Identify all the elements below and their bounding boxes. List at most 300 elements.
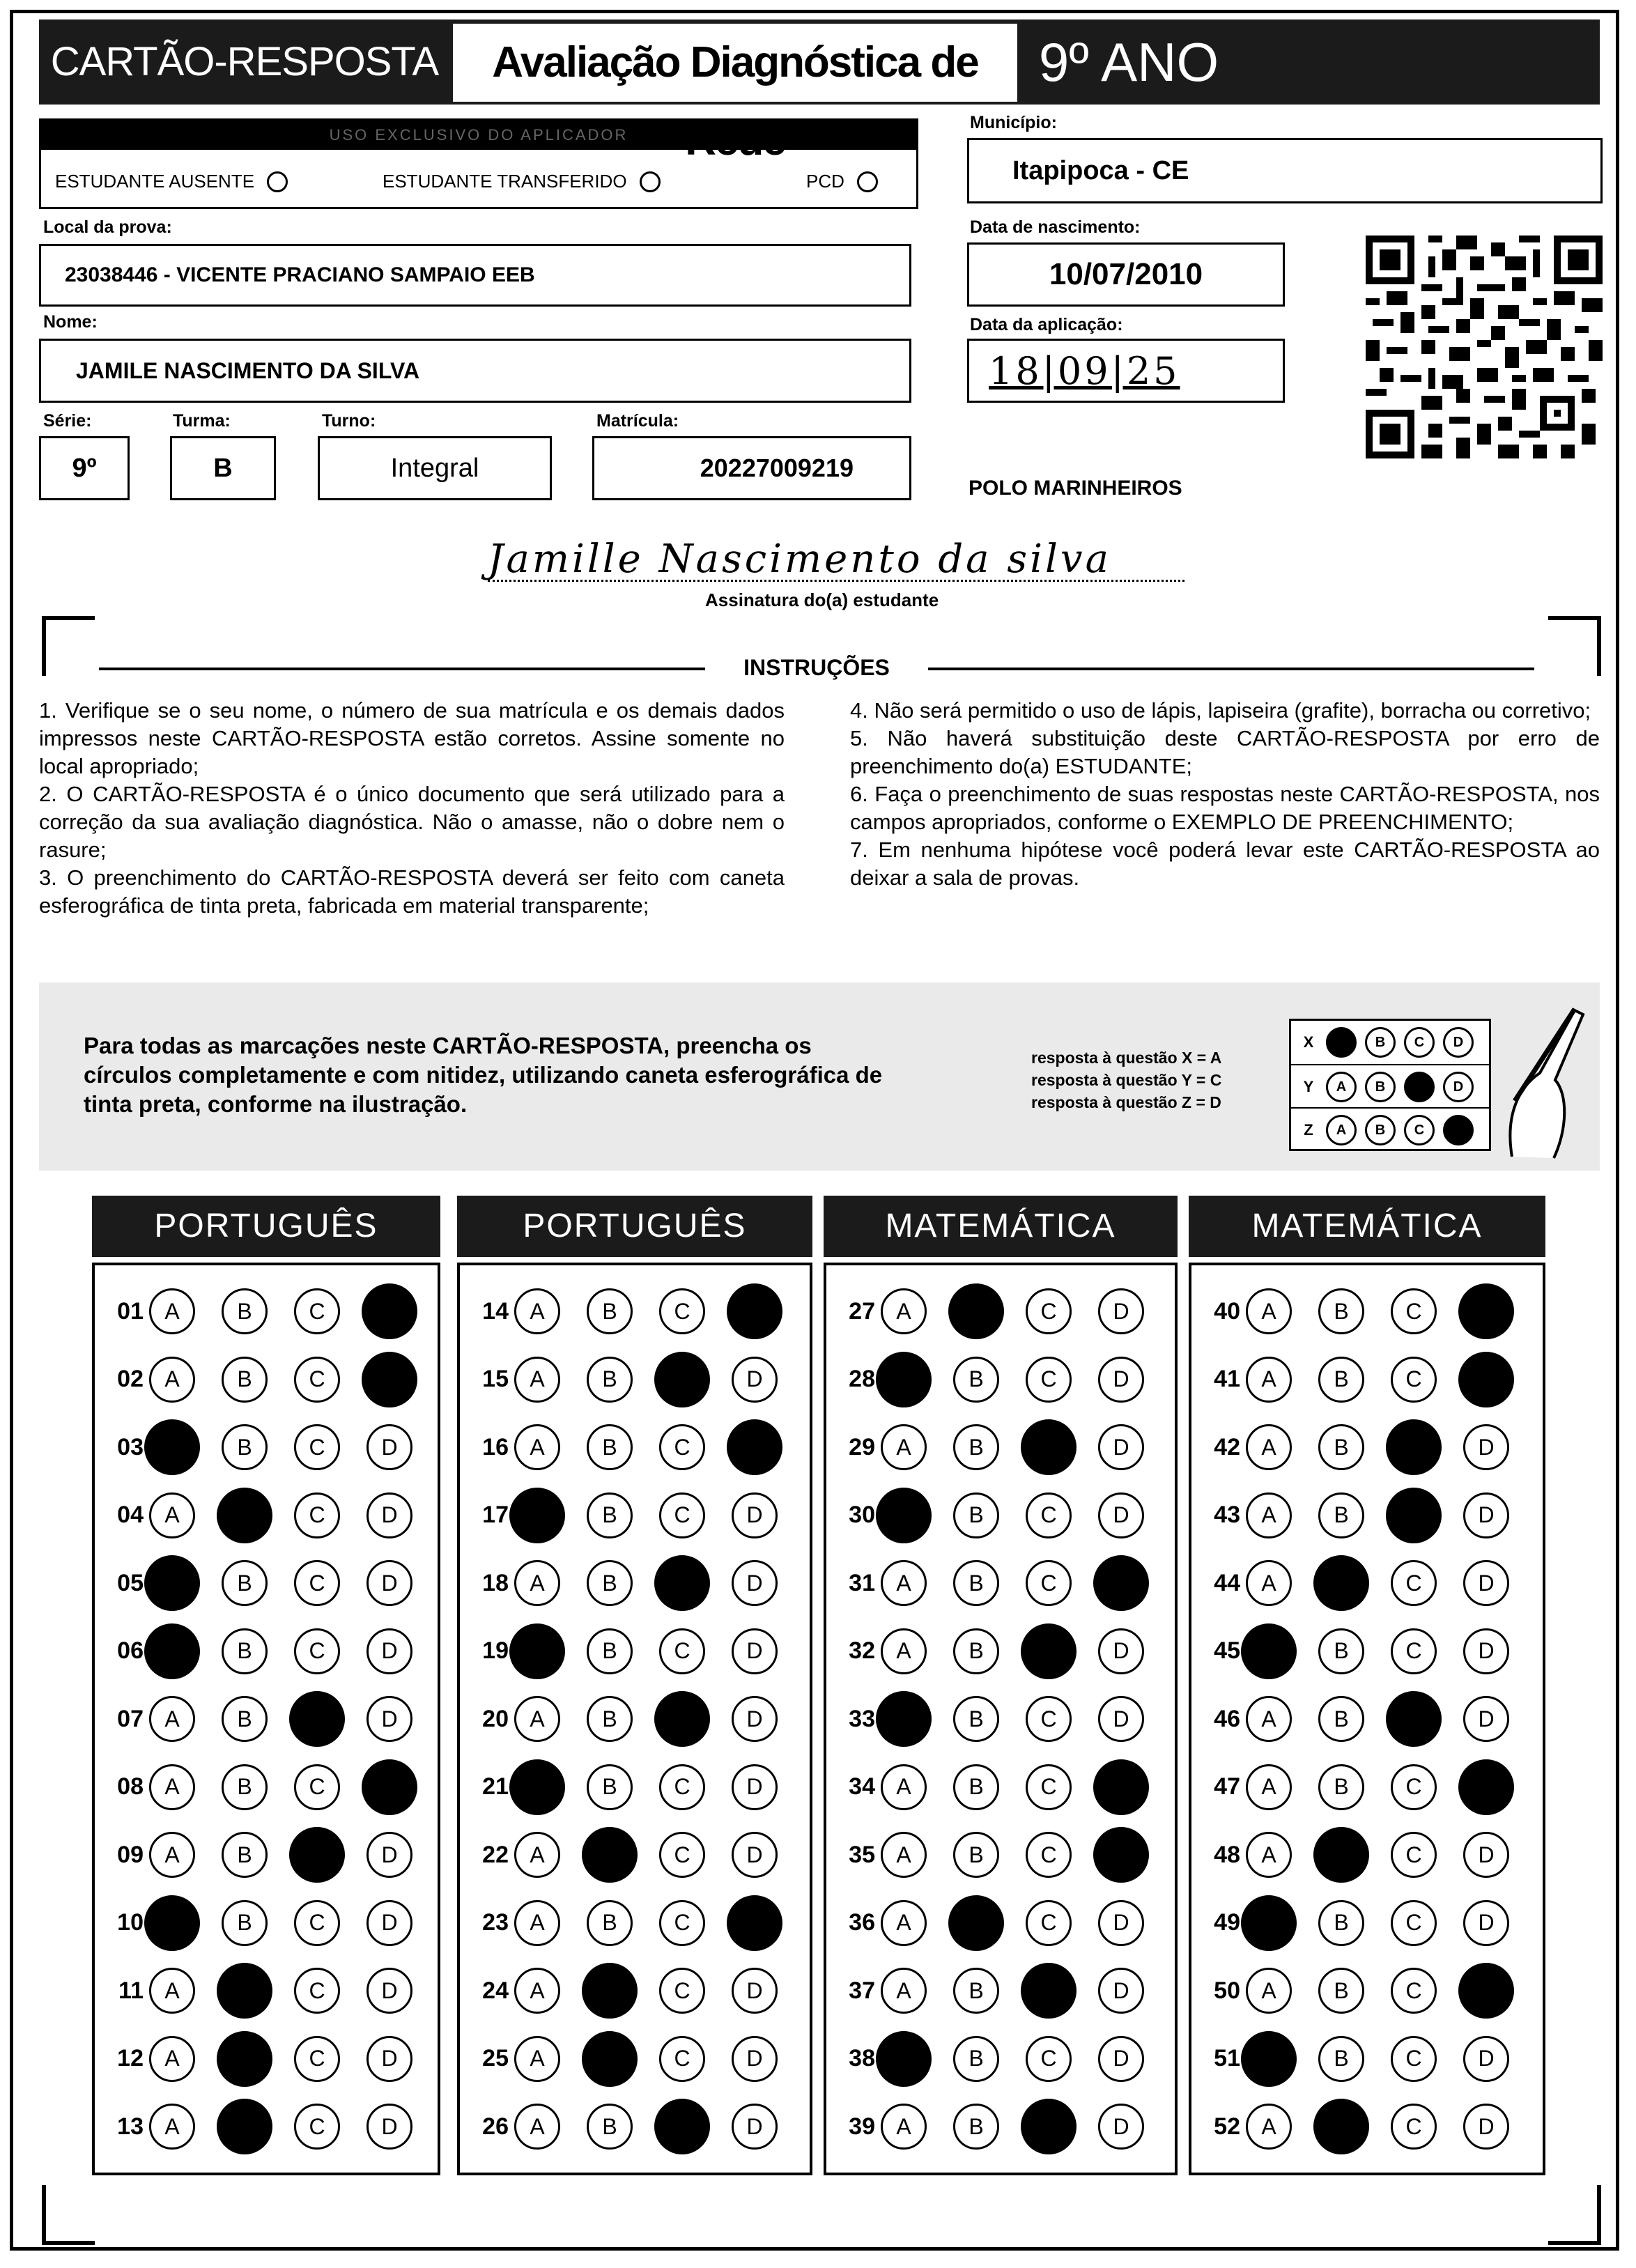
answer-bubble-a[interactable]: A <box>514 1968 560 2014</box>
question-row <box>460 1623 804 1679</box>
answer-bubble-d[interactable] <box>362 1283 417 1339</box>
answer-bubble-b[interactable]: B <box>587 1900 633 1946</box>
example-bubble <box>1326 1027 1357 1058</box>
pcd-option[interactable] <box>806 171 878 192</box>
answer-bubble-b[interactable]: B <box>222 1764 268 1810</box>
applicator-bar: USO EXCLUSIVO DO APLICADOR <box>41 121 916 150</box>
answer-bubble-c[interactable]: C <box>1391 2036 1437 2082</box>
qr-code <box>1366 236 1603 458</box>
answer-bubble-c[interactable]: C <box>294 1288 340 1334</box>
corner-top-left <box>42 616 95 676</box>
answer-bubble-d[interactable]: D <box>366 1900 412 1946</box>
answer-bubble-c[interactable]: C <box>1026 1492 1072 1538</box>
answer-bubble-b[interactable]: B <box>222 1424 268 1470</box>
question-number: 21 <box>482 1773 509 1800</box>
question-number: 28 <box>849 1366 875 1392</box>
answer-bubble-d[interactable]: D <box>732 1492 778 1538</box>
answer-bubble-d[interactable]: D <box>1098 1357 1144 1403</box>
answer-bubble-c[interactable]: C <box>1026 1900 1072 1946</box>
answer-bubble-b[interactable]: B <box>1318 1357 1364 1403</box>
section-header-4: MATEMÁTICA <box>1189 1196 1545 1257</box>
aplicacao-value: 18|09|25 <box>989 348 1180 393</box>
answer-bubble-d[interactable]: D <box>732 1764 778 1810</box>
signature-line <box>488 580 1184 582</box>
answer-panel-4 <box>1189 1263 1545 2175</box>
answer-bubble-b[interactable] <box>1313 2099 1369 2154</box>
matricula-label: Matrícula: <box>596 411 679 431</box>
question-row <box>1191 1623 1536 1679</box>
answer-bubble-b[interactable] <box>217 1963 272 2019</box>
answer-bubble-c[interactable]: C <box>294 1628 340 1674</box>
answer-bubble-a[interactable] <box>876 2031 932 2087</box>
question-row <box>826 1759 1171 1815</box>
answer-bubble-b[interactable]: B <box>953 1357 999 1403</box>
answer-bubble-a[interactable] <box>1241 2031 1297 2087</box>
answer-bubble-c[interactable]: C <box>659 1900 705 1946</box>
answer-bubble-d[interactable]: D <box>1098 1968 1144 2014</box>
answer-bubble-b[interactable]: B <box>222 1357 268 1403</box>
answer-bubble-c[interactable] <box>289 1691 345 1747</box>
answer-bubble-d[interactable]: D <box>1463 1492 1509 1538</box>
answer-bubble-c[interactable]: C <box>294 1357 340 1403</box>
answer-bubble-b[interactable] <box>1313 1827 1369 1883</box>
local-field <box>39 244 911 307</box>
question-number: 18 <box>482 1569 509 1596</box>
answer-bubble-d[interactable]: D <box>732 2036 778 2082</box>
answer-bubble-b[interactable] <box>217 2031 272 2087</box>
aplicacao-field[interactable] <box>967 339 1285 403</box>
answer-bubble-b[interactable]: B <box>587 1357 633 1403</box>
answer-bubble-d[interactable]: D <box>1463 1696 1509 1742</box>
answer-bubble-d[interactable]: D <box>366 2036 412 2082</box>
answer-bubble-a[interactable]: A <box>1246 1832 1292 1878</box>
answer-bubble-a[interactable]: A <box>514 1357 560 1403</box>
answer-bubble-d[interactable]: D <box>732 2104 778 2150</box>
answer-bubble-c[interactable]: C <box>294 2036 340 2082</box>
answer-bubble-d[interactable] <box>727 1283 782 1339</box>
answer-bubble-a[interactable]: A <box>149 2104 195 2150</box>
question-row <box>95 2099 439 2154</box>
answer-bubble-b[interactable]: B <box>587 2104 633 2150</box>
answer-bubble-c[interactable] <box>1021 1419 1076 1475</box>
absent-circle[interactable] <box>267 171 288 192</box>
answer-bubble-b[interactable] <box>582 1827 638 1883</box>
answer-bubble-a[interactable]: A <box>881 2104 927 2150</box>
answer-bubble-d[interactable]: D <box>1463 2036 1509 2082</box>
pcd-circle[interactable] <box>857 171 878 192</box>
answer-bubble-a[interactable]: A <box>149 1288 195 1334</box>
question-number: 22 <box>482 1841 509 1868</box>
answer-bubble-c[interactable] <box>654 1691 710 1747</box>
answer-bubble-b[interactable]: B <box>222 1560 268 1606</box>
transferred-label: ESTUDANTE TRANSFERIDO <box>383 171 627 192</box>
answer-bubble-c[interactable]: C <box>659 1764 705 1810</box>
example-key: Z <box>1304 1121 1313 1139</box>
answer-bubble-c[interactable]: C <box>659 2036 705 2082</box>
legend-z: resposta à questão Z = D <box>1031 1093 1221 1111</box>
question-row <box>1191 1488 1536 1543</box>
answer-bubble-d[interactable]: D <box>1463 2104 1509 2150</box>
answer-bubble-d[interactable] <box>1093 1827 1149 1883</box>
section-header-2: PORTUGUÊS <box>457 1196 812 1257</box>
instructions-rule-left <box>99 668 705 670</box>
instruction-1: 1. Verifique se o seu nome, o número de sua matrícula e os demais dados impressos neste CARTÃO-RESPOSTA estão corretos. Assine somente no local apropriado; <box>39 698 785 778</box>
answer-bubble-d[interactable]: D <box>732 1628 778 1674</box>
answer-bubble-b[interactable]: B <box>953 1424 999 1470</box>
answer-bubble-b[interactable]: B <box>1318 1628 1364 1674</box>
answer-bubble-d[interactable]: D <box>732 1696 778 1742</box>
transferred-circle[interactable] <box>640 171 661 192</box>
answer-bubble-d[interactable] <box>1458 1283 1514 1339</box>
answer-bubble-d[interactable] <box>1458 1963 1514 2019</box>
answer-bubble-b[interactable] <box>217 2099 272 2154</box>
answer-bubble-b[interactable]: B <box>953 1832 999 1878</box>
answer-bubble-a[interactable]: A <box>881 1968 927 2014</box>
answer-bubble-d[interactable]: D <box>366 1696 412 1742</box>
answer-bubble-b[interactable]: B <box>222 1628 268 1674</box>
question-number: 05 <box>117 1569 144 1596</box>
answer-bubble-d[interactable]: D <box>366 1832 412 1878</box>
answer-bubble-a[interactable]: A <box>514 1424 560 1470</box>
answer-bubble-a[interactable]: A <box>1246 1357 1292 1403</box>
question-number: 44 <box>1214 1569 1240 1596</box>
answer-bubble-b[interactable]: B <box>1318 2036 1364 2082</box>
answer-bubble-d[interactable]: D <box>1098 1424 1144 1470</box>
answer-bubble-b[interactable]: B <box>953 2104 999 2150</box>
answer-bubble-a[interactable]: A <box>149 1968 195 2014</box>
answer-bubble-d[interactable]: D <box>732 1968 778 2014</box>
answer-bubble-c[interactable] <box>654 1555 710 1611</box>
answer-bubble-c[interactable]: C <box>294 1560 340 1606</box>
answer-bubble-b[interactable]: B <box>587 1696 633 1742</box>
answer-bubble-a[interactable]: A <box>514 2104 560 2150</box>
answer-bubble-c[interactable]: C <box>1026 1832 1072 1878</box>
answer-bubble-c[interactable]: C <box>1391 1832 1437 1878</box>
answer-bubble-a[interactable] <box>144 1895 200 1951</box>
instruction-3: 3. O preenchimento do CARTÃO-RESPOSTA deverá ser feito com caneta esferográfica de tinta preta, fabricada em material transparente; <box>39 865 785 918</box>
answer-bubble-d[interactable]: D <box>1098 1492 1144 1538</box>
answer-bubble-c[interactable]: C <box>659 1288 705 1334</box>
example-bubble: A <box>1326 1072 1357 1102</box>
answer-bubble-c[interactable] <box>1386 1691 1442 1747</box>
question-number: 08 <box>117 1773 144 1800</box>
question-row <box>826 1827 1171 1883</box>
answer-bubble-d[interactable] <box>362 1352 417 1407</box>
instructions-rule-right <box>928 668 1534 670</box>
question-number: 51 <box>1214 2045 1240 2072</box>
answer-bubble-a[interactable]: A <box>514 2036 560 2082</box>
example-bubble: D <box>1443 1072 1474 1102</box>
answer-bubble-a[interactable]: A <box>881 1628 927 1674</box>
question-row <box>1191 1895 1536 1951</box>
answer-bubble-a[interactable]: A <box>514 1832 560 1878</box>
question-row <box>460 1827 804 1883</box>
answer-bubble-a[interactable] <box>876 1352 932 1407</box>
question-number: 25 <box>482 2045 509 2072</box>
answer-bubble-c[interactable]: C <box>659 1492 705 1538</box>
answer-bubble-b[interactable]: B <box>1318 1288 1364 1334</box>
answer-bubble-b[interactable]: B <box>1318 1900 1364 1946</box>
answer-bubble-c[interactable]: C <box>1026 1764 1072 1810</box>
answer-bubble-c[interactable]: C <box>1391 1288 1437 1334</box>
corner-bottom-left <box>42 2185 95 2245</box>
question-row <box>826 1352 1171 1407</box>
answer-bubble-c[interactable]: C <box>294 1424 340 1470</box>
local-value: 23038446 - VICENTE PRACIANO SAMPAIO EEB <box>65 263 535 286</box>
answer-bubble-a[interactable]: A <box>881 1832 927 1878</box>
answer-bubble-d[interactable]: D <box>366 2104 412 2150</box>
answer-panel-3 <box>824 1263 1178 2175</box>
answer-bubble-c[interactable]: C <box>1391 1900 1437 1946</box>
answer-bubble-d[interactable]: D <box>1098 1288 1144 1334</box>
answer-bubble-a[interactable] <box>509 1623 565 1679</box>
answer-bubble-a[interactable]: A <box>514 1900 560 1946</box>
answer-bubble-b[interactable]: B <box>587 1764 633 1810</box>
nome-label: Nome: <box>43 312 98 332</box>
answer-bubble-b[interactable]: B <box>1318 1424 1364 1470</box>
answer-bubble-c[interactable]: C <box>1391 2104 1437 2150</box>
question-row <box>826 2099 1171 2154</box>
answer-bubble-b[interactable]: B <box>222 1900 268 1946</box>
answer-bubble-c[interactable] <box>1021 1963 1076 2019</box>
answer-bubble-a[interactable]: A <box>1246 1696 1292 1742</box>
answer-bubble-c[interactable] <box>654 1352 710 1407</box>
pen-hand-icon <box>1498 996 1589 1164</box>
answer-bubble-b[interactable]: B <box>1318 1492 1364 1538</box>
answer-bubble-b[interactable] <box>582 2031 638 2087</box>
question-number: 50 <box>1214 1977 1240 2004</box>
corner-top-right <box>1548 616 1601 676</box>
example-bubble: B <box>1365 1115 1396 1145</box>
answer-bubble-a[interactable] <box>1241 1895 1297 1951</box>
answer-bubble-b[interactable]: B <box>587 1560 633 1606</box>
municipio-value: Itapipoca - CE <box>1012 155 1189 185</box>
question-number: 52 <box>1214 2113 1240 2140</box>
answer-bubble-d[interactable]: D <box>366 1492 412 1538</box>
answer-bubble-c[interactable]: C <box>294 1900 340 1946</box>
answer-bubble-d[interactable] <box>727 1419 782 1475</box>
answer-bubble-c[interactable]: C <box>1391 1357 1437 1403</box>
answer-bubble-c[interactable]: C <box>1391 1628 1437 1674</box>
answer-bubble-d[interactable]: D <box>1098 1696 1144 1742</box>
answer-bubble-b[interactable]: B <box>953 1764 999 1810</box>
answer-bubble-a[interactable]: A <box>1246 2104 1292 2150</box>
answer-bubble-a[interactable]: A <box>1246 1560 1292 1606</box>
section-header-1: PORTUGUÊS <box>92 1196 440 1257</box>
municipio-label: Município: <box>970 113 1057 132</box>
answer-bubble-b[interactable]: B <box>953 1968 999 2014</box>
answer-bubble-c[interactable]: C <box>1391 1560 1437 1606</box>
answer-bubble-d[interactable]: D <box>1463 1560 1509 1606</box>
answer-bubble-a[interactable]: A <box>149 1357 195 1403</box>
answer-bubble-c[interactable]: C <box>294 1764 340 1810</box>
answer-bubble-a[interactable]: A <box>149 1832 195 1878</box>
question-number: 38 <box>849 2045 875 2072</box>
question-number: 39 <box>849 2113 875 2140</box>
question-number: 20 <box>482 1705 509 1732</box>
answer-bubble-a[interactable]: A <box>1246 1424 1292 1470</box>
answer-bubble-c[interactable] <box>1021 2099 1076 2154</box>
question-number: 17 <box>482 1502 509 1528</box>
answer-bubble-d[interactable]: D <box>366 1968 412 2014</box>
answer-bubble-a[interactable] <box>1241 1623 1297 1679</box>
answer-bubble-b[interactable]: B <box>953 1696 999 1742</box>
answer-bubble-a[interactable]: A <box>1246 1288 1292 1334</box>
absent-option[interactable] <box>55 171 288 192</box>
answer-bubble-c[interactable] <box>1386 1488 1442 1543</box>
legend-x: resposta à questão X = A <box>1031 1049 1222 1067</box>
answer-bubble-d[interactable]: D <box>732 1832 778 1878</box>
question-number: 41 <box>1214 1366 1240 1392</box>
answer-bubble-d[interactable]: D <box>1098 1900 1144 1946</box>
answer-bubble-d[interactable]: D <box>1098 2104 1144 2150</box>
answer-bubble-c[interactable]: C <box>1391 1764 1437 1810</box>
answer-bubble-a[interactable]: A <box>881 1424 927 1470</box>
answer-bubble-c[interactable]: C <box>659 1424 705 1470</box>
answer-bubble-d[interactable] <box>362 1759 417 1815</box>
answer-bubble-a[interactable] <box>144 1555 200 1611</box>
applicator-box <box>39 118 918 209</box>
answer-bubble-b[interactable]: B <box>953 1492 999 1538</box>
answer-bubble-d[interactable]: D <box>366 1628 412 1674</box>
answer-bubble-c[interactable] <box>289 1827 345 1883</box>
question-row <box>95 1827 439 1883</box>
turno-field <box>318 436 552 500</box>
answer-bubble-a[interactable]: A <box>149 1492 195 1538</box>
answer-bubble-d[interactable]: D <box>732 1357 778 1403</box>
answer-bubble-a[interactable]: A <box>1246 1492 1292 1538</box>
answer-bubble-c[interactable]: C <box>659 1968 705 2014</box>
answer-bubble-b[interactable]: B <box>953 1560 999 1606</box>
transferred-option[interactable] <box>383 171 661 192</box>
question-row <box>826 1623 1171 1679</box>
answer-bubble-c[interactable] <box>654 2099 710 2154</box>
answer-bubble-c[interactable]: C <box>1026 1288 1072 1334</box>
answer-bubble-c[interactable]: C <box>1391 1968 1437 2014</box>
question-number: 16 <box>482 1433 509 1460</box>
answer-bubble-a[interactable]: A <box>881 1900 927 1946</box>
turno-label: Turno: <box>322 411 376 431</box>
answer-bubble-c[interactable]: C <box>294 1968 340 2014</box>
answer-bubble-b[interactable] <box>948 1895 1004 1951</box>
answer-bubble-d[interactable] <box>1458 1352 1514 1407</box>
answer-bubble-d[interactable]: D <box>732 1560 778 1606</box>
answer-bubble-b[interactable]: B <box>222 1696 268 1742</box>
question-row <box>95 1759 439 1815</box>
answer-bubble-a[interactable]: A <box>881 1560 927 1606</box>
answer-panel-2 <box>457 1263 812 2175</box>
answer-bubble-d[interactable]: D <box>366 1560 412 1606</box>
answer-bubble-b[interactable]: B <box>587 1492 633 1538</box>
question-number: 24 <box>482 1977 509 2004</box>
answer-bubble-c[interactable]: C <box>1026 1560 1072 1606</box>
answer-bubble-d[interactable] <box>1458 1759 1514 1815</box>
answer-bubble-d[interactable]: D <box>1098 1628 1144 1674</box>
answer-bubble-c[interactable]: C <box>659 1832 705 1878</box>
answer-bubble-b[interactable]: B <box>953 2036 999 2082</box>
answer-bubble-d[interactable]: D <box>1463 1832 1509 1878</box>
question-number: 42 <box>1214 1433 1240 1460</box>
example-row <box>1291 1107 1489 1152</box>
serie-value: 9º <box>72 453 97 483</box>
answer-bubble-d[interactable] <box>1093 1555 1149 1611</box>
answer-bubble-c[interactable]: C <box>1026 1357 1072 1403</box>
answer-bubble-a[interactable]: A <box>1246 1968 1292 2014</box>
answer-bubble-b[interactable]: B <box>222 1832 268 1878</box>
answer-bubble-a[interactable] <box>509 1759 565 1815</box>
answer-bubble-a[interactable]: A <box>149 1696 195 1742</box>
answer-bubble-d[interactable] <box>727 1895 782 1951</box>
answer-bubble-b[interactable]: B <box>587 1288 633 1334</box>
answer-bubble-d[interactable]: D <box>366 1424 412 1470</box>
answer-bubble-a[interactable]: A <box>149 1764 195 1810</box>
answer-bubble-b[interactable]: B <box>222 1288 268 1334</box>
example-bubble <box>1404 1072 1435 1102</box>
question-row <box>1191 1963 1536 2019</box>
answer-bubble-a[interactable] <box>509 1488 565 1543</box>
answer-bubble-d[interactable]: D <box>1463 1628 1509 1674</box>
answer-bubble-c[interactable]: C <box>294 2104 340 2150</box>
section-header-3: MATEMÁTICA <box>824 1196 1178 1257</box>
answer-bubble-d[interactable]: D <box>1463 1900 1509 1946</box>
answer-bubble-a[interactable]: A <box>149 2036 195 2082</box>
answer-bubble-a[interactable]: A <box>1246 1764 1292 1810</box>
answer-bubble-b[interactable] <box>948 1283 1004 1339</box>
answer-bubble-a[interactable] <box>876 1691 932 1747</box>
question-row <box>95 1895 439 1951</box>
answer-bubble-d[interactable] <box>1093 1759 1149 1815</box>
polo-label: POLO MARINHEIROS <box>969 477 1182 500</box>
answer-bubble-c[interactable]: C <box>1026 2036 1072 2082</box>
answer-bubble-c[interactable] <box>1021 1623 1076 1679</box>
aplicacao-label: Data da aplicação: <box>970 315 1123 334</box>
answer-bubble-b[interactable] <box>217 1488 272 1543</box>
answer-bubble-a[interactable]: A <box>881 1764 927 1810</box>
question-number: 07 <box>117 1705 144 1732</box>
question-row <box>1191 1827 1536 1883</box>
answer-bubble-d[interactable]: D <box>1098 2036 1144 2082</box>
question-number: 48 <box>1214 1841 1240 1868</box>
answer-bubble-b[interactable]: B <box>1318 1968 1364 2014</box>
answer-bubble-a[interactable] <box>876 1488 932 1543</box>
answer-bubble-b[interactable]: B <box>1318 1764 1364 1810</box>
instructions-right <box>850 697 1600 892</box>
question-number: 10 <box>117 1909 144 1936</box>
answer-bubble-b[interactable]: B <box>1318 1696 1364 1742</box>
answer-bubble-a[interactable]: A <box>514 1696 560 1742</box>
question-number: 49 <box>1214 1909 1240 1936</box>
question-number: 46 <box>1214 1705 1240 1732</box>
answer-bubble-a[interactable] <box>144 1623 200 1679</box>
answer-bubble-c[interactable]: C <box>294 1492 340 1538</box>
answer-bubble-b[interactable]: B <box>953 1628 999 1674</box>
turma-label: Turma: <box>173 411 231 431</box>
answer-bubble-b[interactable]: B <box>587 1628 633 1674</box>
answer-bubble-a[interactable] <box>144 1419 200 1475</box>
answer-bubble-a[interactable]: A <box>881 1288 927 1334</box>
answer-bubble-c[interactable]: C <box>1026 1696 1072 1742</box>
answer-bubble-b[interactable]: B <box>587 1424 633 1470</box>
question-number: 36 <box>849 1909 875 1936</box>
answer-bubble-a[interactable]: A <box>514 1560 560 1606</box>
answer-bubble-c[interactable]: C <box>659 1628 705 1674</box>
answer-bubble-c[interactable] <box>1386 1419 1442 1475</box>
answer-bubble-b[interactable] <box>582 1963 638 2019</box>
question-row <box>95 2031 439 2087</box>
answer-bubble-b[interactable] <box>1313 1555 1369 1611</box>
answer-bubble-d[interactable]: D <box>1463 1424 1509 1470</box>
answer-bubble-a[interactable]: A <box>514 1288 560 1334</box>
